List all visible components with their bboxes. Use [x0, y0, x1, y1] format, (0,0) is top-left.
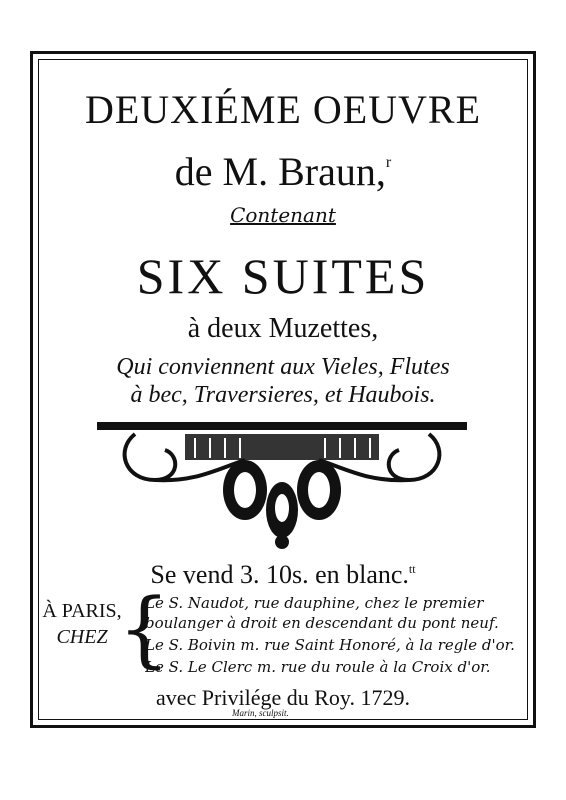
title-line-3: SIX SUITES: [136, 248, 430, 304]
title-line-1: DEUXIÉME OEUVRE: [84, 87, 482, 132]
seller-chez: CHEZ: [56, 626, 108, 648]
price-text: Se vend 3. 10s. en blanc.: [150, 560, 409, 589]
brace-icon: {: [118, 582, 171, 677]
price-sup: tt: [408, 562, 416, 576]
title-line-2-sup: r: [385, 154, 392, 171]
address-line-3: Le S. Boivin m. rue Saint Honoré, à la regle d'or.: [145, 636, 515, 654]
instruments-line-1: Qui conviennent aux Vieles, Flutes: [116, 354, 450, 380]
contenant-label: Contenant: [230, 203, 336, 227]
address-line-1: Le S. Naudot, rue dauphine, chez le premier: [145, 594, 484, 612]
privilege-line: avec Privilége du Roy. 1729.: [156, 685, 410, 710]
seller-place: À PARIS,: [42, 600, 122, 622]
instruments-line-2: à bec, Traversieres, et Haubois.: [130, 382, 436, 408]
title-line-2-text: de M. Braun,: [174, 149, 386, 194]
engraver-credit: Marin, sculpsit.: [232, 708, 289, 718]
price-line: [40, 560, 526, 590]
address-line-2: boulanger à droit en descendant du pont neuf.: [145, 614, 499, 632]
title-line-4: à deux Muzettes,: [187, 313, 379, 344]
cartouche-ornament: [95, 420, 469, 560]
address-line-4: Le S. Le Clerc m. rue du roule à la Croix d'or.: [145, 658, 491, 676]
title-line-2: [40, 148, 526, 195]
